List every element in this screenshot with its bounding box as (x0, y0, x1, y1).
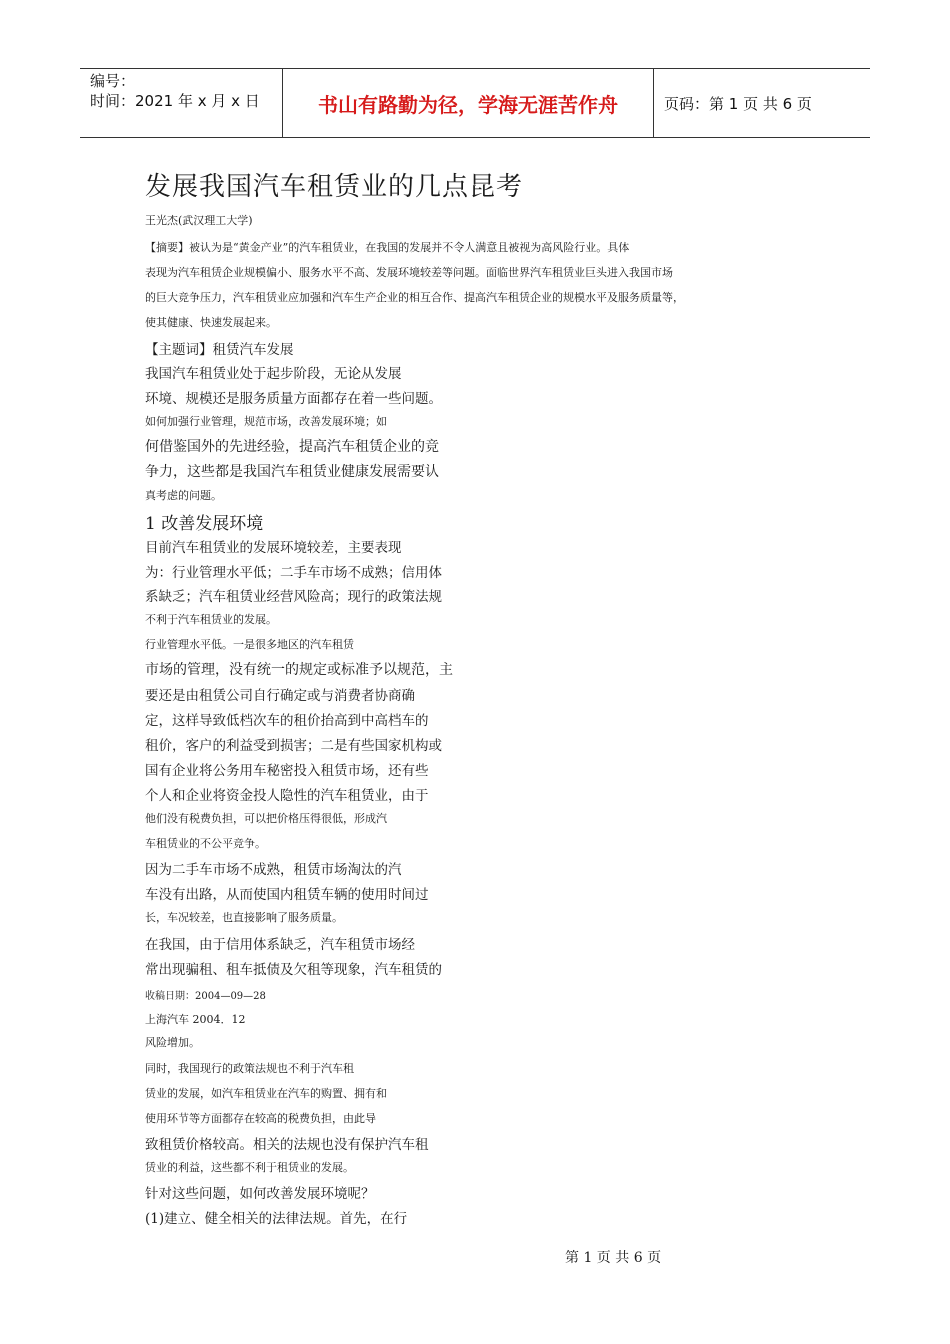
body-line: 不利于汽车租赁业的发展。 (145, 613, 277, 626)
body-line: 何借鉴国外的先进经验，提高汽车租赁企业的竞 (145, 439, 439, 455)
body-line: 赁业的利益，这些都不利于租赁业的发展。 (145, 1161, 354, 1174)
abstract-line: 的巨大竞争压力，汽车租赁业应加强和汽车生产企业的相互合作、提高汽车租赁企业的规模水平及服务质量等， (145, 291, 684, 304)
abstract-line: 使其健康、快速发展起来。 (145, 316, 277, 329)
article-title: 发展我国汽车租赁业的几点昆考 (145, 172, 524, 202)
header-page-info: 页码：第 1 页 共 6 页 (664, 94, 812, 113)
body-line: 要还是由租赁公司自行确定或与消费者协商确 (145, 688, 415, 704)
body-line: 国有企业将公务用车秘密投入租赁市场，还有些 (145, 763, 429, 779)
body-line: 市场的管理，没有统一的规定或标准予以规范，主 (145, 662, 453, 678)
body-line: 租价，客户的利益受到损害；二是有些国家机构或 (145, 738, 442, 754)
body-line: 个人和企业将资金投人隐性的汽车租赁业，由于 (145, 788, 429, 804)
body-line: 赁业的发展，如汽车租赁业在汽车的购置、拥有和 (145, 1087, 387, 1100)
body-line: 争力，这些都是我国汽车租赁业健康发展需要认 (145, 464, 439, 480)
body-line: 系缺乏；汽车租赁业经营风险高；现行的政策法规 (145, 589, 442, 605)
document-time-label: 时间：2021 年 x 月 x 日 (90, 92, 260, 110)
body-line: (1)建立、健全相关的法律法规。首先，在行 (145, 1211, 408, 1227)
body-line: 车租赁业的不公平竞争。 (145, 837, 266, 850)
header-meta-cell (80, 69, 282, 137)
body-line: 针对这些问题，如何改善发展环境呢？ (145, 1186, 375, 1202)
body-line: 致租赁价格较高。相关的法规也没有保护汽车租 (145, 1137, 429, 1153)
body-line: 我国汽车租赁业处于起步阶段，无论从发展 (145, 366, 402, 382)
body-line: 他们没有税费负担，可以把价格压得很低，形成汽 (145, 812, 387, 825)
header-page-cell (654, 69, 870, 137)
body-line: 如何加强行业管理，规范市场，改善发展环境；如 (145, 415, 387, 428)
keywords-line: 【主题词】租赁汽车发展 (145, 342, 294, 358)
abstract-line: 表现为汽车租赁企业规模偏小、服务水平不高、发展环境较差等问题。面临世界汽车租赁业巨头进入我国市场 (145, 266, 673, 279)
page-footer: 第 1 页 共 6 页 (565, 1250, 662, 1266)
body-line: 车没有出路，从而使国内租赁车辆的使用时间过 (145, 887, 429, 903)
body-line: 因为二手车市场不成熟，租赁市场淘汰的汽 (145, 862, 402, 878)
body-line: 为：行业管理水平低；二手车市场不成熟；信用体 (145, 565, 442, 581)
journal-info: 上海汽车 2004．12 (145, 1013, 246, 1026)
body-line: 长，车况较差，也直接影响了服务质量。 (145, 911, 343, 924)
document-number-label: 编号： (90, 72, 136, 90)
body-line: 风险增加。 (145, 1036, 200, 1049)
body-line: 在我国，由于信用体系缺乏，汽车租赁市场经 (145, 937, 415, 953)
article-author: 王光杰(武汉理工大学) (145, 214, 253, 227)
body-line: 使用环节等方面都存在较高的税费负担，由此导 (145, 1112, 376, 1125)
body-line: 同时，我国现行的政策法规也不利于汽车租 (145, 1062, 354, 1075)
received-date: 收稿日期：2004—09—28 (145, 991, 266, 1002)
body-line: 定，这样导致低档次车的租价抬高到中高档车的 (145, 713, 429, 729)
body-line: 目前汽车租赁业的发展环境较差，主要表现 (145, 540, 402, 556)
section-heading: 1 改善发展环境 (145, 514, 264, 534)
header-motto-cell (282, 69, 654, 137)
document-header (80, 68, 870, 138)
header-motto: 书山有路勤为径，学海无涯苦作舟 (318, 92, 618, 117)
body-line: 环境、规模还是服务质量方面都存在着一些问题。 (145, 391, 442, 407)
body-line: 常出现骗租、租车抵债及欠租等现象，汽车租赁的 (145, 962, 442, 978)
body-line: 真考虑的问题。 (145, 489, 222, 502)
abstract-line: 【摘要】被认为是“黄金产业”的汽车租赁业，在我国的发展并不令人满意且被视为高风险行业。具体 (145, 241, 630, 254)
body-line: 行业管理水平低。一是很多地区的汽车租赁 (145, 638, 354, 651)
